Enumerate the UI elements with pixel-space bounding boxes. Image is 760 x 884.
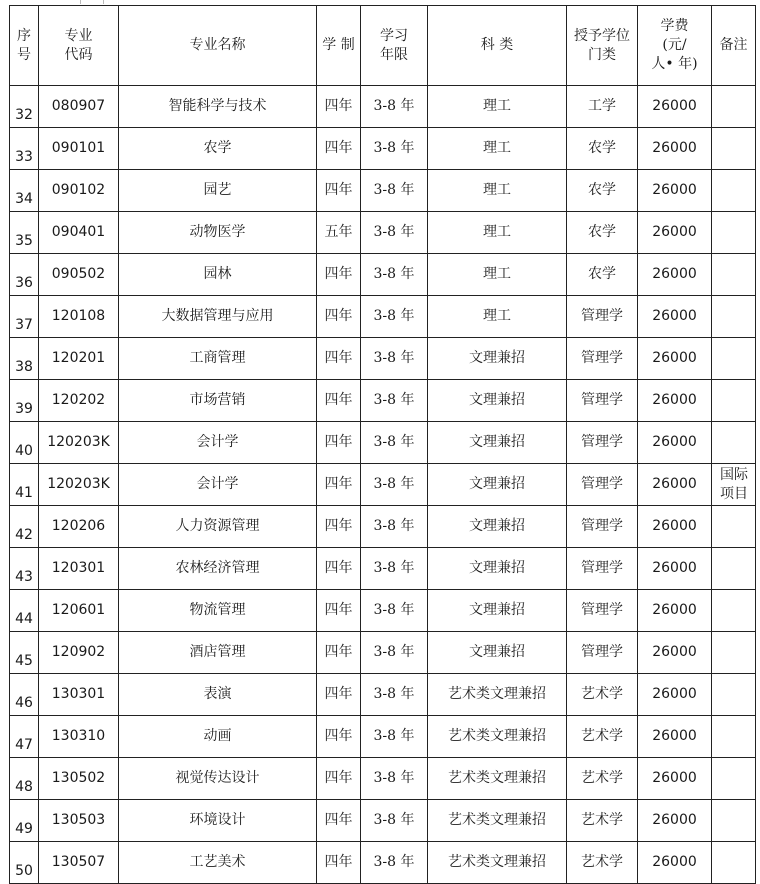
cell-years: 3-8 年	[361, 296, 428, 338]
cell-years: 3-8 年	[361, 128, 428, 170]
cell-category: 理工	[428, 296, 567, 338]
cell-degree: 农学	[567, 128, 638, 170]
cell-name: 智能科学与技术	[119, 86, 317, 128]
cell-note	[712, 338, 756, 380]
cell-note	[712, 548, 756, 590]
cell-degree: 管理学	[567, 296, 638, 338]
cell-code: 120202	[39, 380, 119, 422]
cell-duration: 四年	[317, 380, 361, 422]
cell-duration: 四年	[317, 800, 361, 842]
cell-duration: 四年	[317, 296, 361, 338]
table-row	[10, 212, 756, 254]
cell-degree: 农学	[567, 254, 638, 296]
cell-fee: 26000	[638, 506, 712, 548]
cell-category: 文理兼招	[428, 548, 567, 590]
cell-category: 文理兼招	[428, 632, 567, 674]
cell-degree: 管理学	[567, 632, 638, 674]
table-row	[10, 170, 756, 212]
cell-degree: 农学	[567, 170, 638, 212]
table-row	[10, 716, 756, 758]
cell-years: 3-8 年	[361, 548, 428, 590]
table-row	[10, 338, 756, 380]
cell-duration: 四年	[317, 506, 361, 548]
cell-note	[712, 212, 756, 254]
cell-years: 3-8 年	[361, 464, 428, 506]
cell-code: 120601	[39, 590, 119, 632]
header-name: 专业名称	[119, 6, 317, 86]
header-fee: 学费 (元/ 人• 年)	[638, 6, 712, 86]
cell-no: 38	[10, 338, 39, 380]
cell-fee: 26000	[638, 380, 712, 422]
cell-note	[712, 632, 756, 674]
table-row	[10, 128, 756, 170]
cell-no: 42	[10, 506, 39, 548]
cell-name: 视觉传达设计	[119, 758, 317, 800]
cell-name: 园林	[119, 254, 317, 296]
cell-years: 3-8 年	[361, 758, 428, 800]
cell-category: 文理兼招	[428, 422, 567, 464]
programs-table	[9, 5, 756, 884]
cell-duration: 四年	[317, 254, 361, 296]
cell-fee: 26000	[638, 842, 712, 884]
cell-code: 090101	[39, 128, 119, 170]
cell-code: 130507	[39, 842, 119, 884]
cell-degree: 管理学	[567, 422, 638, 464]
table-row	[10, 380, 756, 422]
table-row	[10, 464, 756, 506]
cell-degree: 农学	[567, 212, 638, 254]
cell-no: 32	[10, 86, 39, 128]
cell-note	[712, 716, 756, 758]
cell-no: 44	[10, 590, 39, 632]
cell-duration: 四年	[317, 338, 361, 380]
table-row	[10, 548, 756, 590]
cell-fee: 26000	[638, 548, 712, 590]
cell-category: 文理兼招	[428, 464, 567, 506]
table-row	[10, 296, 756, 338]
cell-code: 090102	[39, 170, 119, 212]
header-category: 科 类	[428, 6, 567, 86]
header-degree: 授予学位 门类	[567, 6, 638, 86]
table-row	[10, 632, 756, 674]
cell-no: 46	[10, 674, 39, 716]
cell-fee: 26000	[638, 422, 712, 464]
cell-note	[712, 800, 756, 842]
cell-no: 34	[10, 170, 39, 212]
cell-fee: 26000	[638, 86, 712, 128]
cell-note	[712, 170, 756, 212]
table-row	[10, 842, 756, 884]
table-row	[10, 86, 756, 128]
cell-degree: 艺术学	[567, 716, 638, 758]
cell-fee: 26000	[638, 716, 712, 758]
cell-name: 工商管理	[119, 338, 317, 380]
cell-name: 园艺	[119, 170, 317, 212]
cell-fee: 26000	[638, 338, 712, 380]
page-edge-mark	[80, 0, 104, 4]
cell-name: 工艺美术	[119, 842, 317, 884]
cell-code: 120301	[39, 548, 119, 590]
cell-code: 120203K	[39, 464, 119, 506]
cell-name: 物流管理	[119, 590, 317, 632]
cell-degree: 工学	[567, 86, 638, 128]
cell-degree: 艺术学	[567, 800, 638, 842]
cell-years: 3-8 年	[361, 800, 428, 842]
cell-note	[712, 254, 756, 296]
cell-name: 会计学	[119, 464, 317, 506]
table-body	[10, 86, 756, 884]
cell-code: 130503	[39, 800, 119, 842]
cell-category: 艺术类文理兼招	[428, 758, 567, 800]
cell-fee: 26000	[638, 170, 712, 212]
cell-duration: 四年	[317, 632, 361, 674]
cell-code: 120203K	[39, 422, 119, 464]
table-row	[10, 254, 756, 296]
cell-note	[712, 674, 756, 716]
cell-duration: 四年	[317, 674, 361, 716]
cell-name: 表演	[119, 674, 317, 716]
cell-category: 理工	[428, 128, 567, 170]
cell-no: 41	[10, 464, 39, 506]
cell-code: 120201	[39, 338, 119, 380]
cell-years: 3-8 年	[361, 422, 428, 464]
cell-category: 理工	[428, 212, 567, 254]
cell-fee: 26000	[638, 800, 712, 842]
cell-name: 会计学	[119, 422, 317, 464]
header-code: 专业 代码	[39, 6, 119, 86]
cell-degree: 管理学	[567, 338, 638, 380]
cell-degree: 管理学	[567, 590, 638, 632]
cell-years: 3-8 年	[361, 506, 428, 548]
cell-years: 3-8 年	[361, 590, 428, 632]
cell-duration: 四年	[317, 86, 361, 128]
cell-duration: 四年	[317, 758, 361, 800]
cell-no: 50	[10, 842, 39, 884]
cell-code: 120108	[39, 296, 119, 338]
cell-name: 农学	[119, 128, 317, 170]
cell-code: 090401	[39, 212, 119, 254]
header-no: 序 号	[10, 6, 39, 86]
cell-fee: 26000	[638, 632, 712, 674]
cell-no: 39	[10, 380, 39, 422]
cell-degree: 艺术学	[567, 674, 638, 716]
cell-no: 35	[10, 212, 39, 254]
cell-note	[712, 758, 756, 800]
cell-name: 大数据管理与应用	[119, 296, 317, 338]
cell-note	[712, 842, 756, 884]
cell-duration: 五年	[317, 212, 361, 254]
cell-years: 3-8 年	[361, 170, 428, 212]
cell-degree: 管理学	[567, 464, 638, 506]
cell-fee: 26000	[638, 464, 712, 506]
cell-no: 45	[10, 632, 39, 674]
table-row	[10, 800, 756, 842]
header-duration: 学 制	[317, 6, 361, 86]
cell-category: 文理兼招	[428, 380, 567, 422]
cell-fee: 26000	[638, 674, 712, 716]
cell-degree: 管理学	[567, 506, 638, 548]
cell-category: 文理兼招	[428, 338, 567, 380]
cell-category: 艺术类文理兼招	[428, 716, 567, 758]
cell-fee: 26000	[638, 254, 712, 296]
cell-fee: 26000	[638, 590, 712, 632]
cell-duration: 四年	[317, 716, 361, 758]
cell-degree: 管理学	[567, 380, 638, 422]
cell-name: 市场营销	[119, 380, 317, 422]
cell-name: 环境设计	[119, 800, 317, 842]
cell-category: 文理兼招	[428, 506, 567, 548]
cell-no: 37	[10, 296, 39, 338]
cell-years: 3-8 年	[361, 212, 428, 254]
cell-years: 3-8 年	[361, 632, 428, 674]
cell-category: 理工	[428, 86, 567, 128]
cell-category: 艺术类文理兼招	[428, 842, 567, 884]
table-row	[10, 758, 756, 800]
cell-note	[712, 506, 756, 548]
cell-fee: 26000	[638, 212, 712, 254]
cell-category: 文理兼招	[428, 590, 567, 632]
cell-years: 3-8 年	[361, 86, 428, 128]
cell-duration: 四年	[317, 590, 361, 632]
cell-duration: 四年	[317, 842, 361, 884]
cell-name: 人力资源管理	[119, 506, 317, 548]
cell-years: 3-8 年	[361, 338, 428, 380]
cell-name: 动画	[119, 716, 317, 758]
header-note: 备注	[712, 6, 756, 86]
cell-code: 130301	[39, 674, 119, 716]
cell-no: 40	[10, 422, 39, 464]
cell-name: 农林经济管理	[119, 548, 317, 590]
cell-code: 120902	[39, 632, 119, 674]
cell-note	[712, 380, 756, 422]
cell-fee: 26000	[638, 758, 712, 800]
cell-degree: 管理学	[567, 548, 638, 590]
cell-duration: 四年	[317, 464, 361, 506]
cell-note	[712, 422, 756, 464]
cell-duration: 四年	[317, 548, 361, 590]
cell-no: 47	[10, 716, 39, 758]
cell-code: 120206	[39, 506, 119, 548]
cell-code: 130310	[39, 716, 119, 758]
cell-years: 3-8 年	[361, 716, 428, 758]
cell-note	[712, 128, 756, 170]
cell-no: 33	[10, 128, 39, 170]
cell-code: 130502	[39, 758, 119, 800]
cell-no: 36	[10, 254, 39, 296]
cell-degree: 艺术学	[567, 758, 638, 800]
cell-degree: 艺术学	[567, 842, 638, 884]
cell-fee: 26000	[638, 128, 712, 170]
cell-duration: 四年	[317, 128, 361, 170]
cell-duration: 四年	[317, 170, 361, 212]
cell-category: 理工	[428, 254, 567, 296]
cell-name: 酒店管理	[119, 632, 317, 674]
cell-no: 49	[10, 800, 39, 842]
cell-fee: 26000	[638, 296, 712, 338]
cell-years: 3-8 年	[361, 842, 428, 884]
header-years: 学习 年限	[361, 6, 428, 86]
cell-code: 090502	[39, 254, 119, 296]
table-row	[10, 422, 756, 464]
cell-category: 理工	[428, 170, 567, 212]
cell-no: 48	[10, 758, 39, 800]
cell-no: 43	[10, 548, 39, 590]
cell-years: 3-8 年	[361, 380, 428, 422]
cell-duration: 四年	[317, 422, 361, 464]
cell-years: 3-8 年	[361, 254, 428, 296]
table-row	[10, 674, 756, 716]
cell-name: 动物医学	[119, 212, 317, 254]
cell-note	[712, 590, 756, 632]
cell-code: 080907	[39, 86, 119, 128]
cell-note: 国际项目	[712, 464, 756, 506]
cell-note	[712, 86, 756, 128]
table-row	[10, 506, 756, 548]
cell-category: 艺术类文理兼招	[428, 800, 567, 842]
cell-years: 3-8 年	[361, 674, 428, 716]
cell-note	[712, 296, 756, 338]
table-header-row	[10, 6, 756, 86]
cell-category: 艺术类文理兼招	[428, 674, 567, 716]
table-row	[10, 590, 756, 632]
